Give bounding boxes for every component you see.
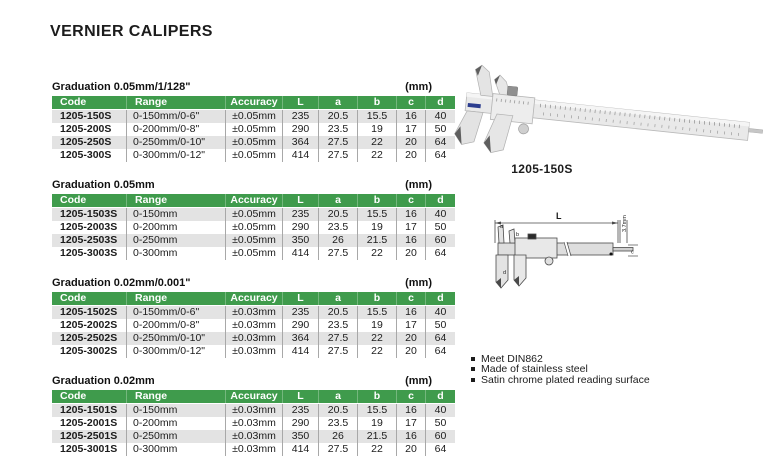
roller-outline — [545, 257, 553, 265]
depth-rod-outline — [613, 248, 633, 252]
value-cell: 0-200mm — [127, 417, 226, 430]
value-cell: 64 — [426, 247, 456, 260]
feature-item — [471, 375, 650, 385]
column-header: Range — [127, 96, 226, 110]
value-cell: 20 — [397, 136, 426, 149]
value-cell: 60 — [426, 234, 456, 247]
spec-table — [52, 292, 455, 358]
column-header: d — [426, 96, 456, 110]
dim-d-label: d — [503, 270, 507, 276]
value-cell: 414 — [283, 345, 319, 358]
graduation-title: Graduation 0.02mm — [52, 375, 155, 387]
graduation-title: Graduation 0.05mm/1/128" — [52, 81, 191, 93]
value-cell: 19 — [358, 123, 397, 136]
caliper-dimension-svg — [468, 200, 708, 325]
code-cell: 1205-3002S — [52, 345, 127, 358]
value-cell: 290 — [283, 123, 319, 136]
value-cell: 17 — [397, 221, 426, 234]
lock-screw-outline — [528, 234, 536, 239]
column-header: Code — [52, 292, 127, 306]
table-row — [52, 208, 455, 222]
value-cell: 0-150mm/0-6" — [127, 306, 226, 320]
value-cell: 0-200mm — [127, 221, 226, 234]
value-cell: 40 — [426, 306, 456, 320]
unit-label: (mm) — [405, 375, 432, 387]
value-cell: 16 — [397, 430, 426, 443]
value-cell: 23.5 — [319, 417, 358, 430]
value-cell: 20 — [397, 345, 426, 358]
l-dim-label: L — [556, 211, 562, 221]
value-cell: 17 — [397, 123, 426, 136]
value-cell: 20.5 — [319, 306, 358, 320]
code-cell: 1205-150S — [52, 110, 127, 124]
table-block — [52, 277, 447, 358]
value-cell: 0-300mm/0-12" — [127, 149, 226, 162]
value-cell: 40 — [426, 404, 456, 418]
value-cell: 16 — [397, 234, 426, 247]
value-cell: 0-250mm/0-10" — [127, 136, 226, 149]
value-cell: 290 — [283, 417, 319, 430]
header-row — [52, 96, 455, 110]
table-row — [52, 404, 455, 418]
value-cell: 19 — [358, 319, 397, 332]
graduation-title: Graduation 0.05mm — [52, 179, 155, 191]
value-cell: 60 — [426, 430, 456, 443]
column-header: L — [283, 96, 319, 110]
value-cell: ±0.03mm — [226, 443, 283, 456]
table-row — [52, 247, 455, 260]
spec-table — [52, 390, 455, 456]
value-cell: 64 — [426, 443, 456, 456]
value-cell: 26 — [319, 430, 358, 443]
page-title: VERNIER CALIPERS — [50, 23, 213, 40]
code-cell: 1205-2502S — [52, 332, 127, 345]
table-row — [52, 430, 455, 443]
value-cell: ±0.05mm — [226, 110, 283, 124]
value-cell: 22 — [358, 332, 397, 345]
value-cell: 235 — [283, 306, 319, 320]
table-row — [52, 332, 455, 345]
value-cell: 64 — [426, 345, 456, 358]
value-cell: 22 — [358, 149, 397, 162]
graduation-title: Graduation 0.02mm/0.001" — [52, 277, 191, 289]
value-cell: 20.5 — [319, 110, 358, 124]
value-cell: 27.5 — [319, 332, 358, 345]
table-title-row — [52, 277, 432, 290]
value-cell: ±0.05mm — [226, 247, 283, 260]
value-cell: ±0.03mm — [226, 319, 283, 332]
slider-lower-jaw — [483, 113, 513, 155]
value-cell: 27.5 — [319, 136, 358, 149]
table-row — [52, 443, 455, 456]
value-cell: 64 — [426, 332, 456, 345]
value-cell: 26 — [319, 234, 358, 247]
unit-label: (mm) — [405, 277, 432, 289]
code-cell: 1205-1502S — [52, 306, 127, 320]
column-header: a — [319, 194, 358, 208]
dimension-drawing — [468, 200, 708, 325]
code-cell: 1205-2002S — [52, 319, 127, 332]
header-row — [52, 194, 455, 208]
value-cell: 50 — [426, 123, 456, 136]
table-title-row — [52, 179, 432, 192]
code-cell: 1205-2003S — [52, 221, 127, 234]
value-cell: 15.5 — [358, 208, 397, 222]
value-cell: 40 — [426, 110, 456, 124]
value-cell: 20.5 — [319, 208, 358, 222]
feature-list — [471, 354, 650, 385]
code-cell: 1205-250S — [52, 136, 127, 149]
value-cell: ±0.03mm — [226, 345, 283, 358]
value-cell: 0-150mm/0-6" — [127, 110, 226, 124]
feature-text: Made of stainless steel — [481, 363, 588, 376]
value-cell: 22 — [358, 345, 397, 358]
value-cell: 20 — [397, 247, 426, 260]
value-cell: 16 — [397, 306, 426, 320]
value-cell: 0-250mm — [127, 430, 226, 443]
table-row — [52, 136, 455, 149]
value-cell: 50 — [426, 319, 456, 332]
value-cell: 290 — [283, 319, 319, 332]
value-cell: 27.5 — [319, 443, 358, 456]
code-cell: 1205-2503S — [52, 234, 127, 247]
column-header: b — [358, 292, 397, 306]
value-cell: 235 — [283, 208, 319, 222]
value-cell: 0-300mm — [127, 443, 226, 456]
spec-tables-section — [52, 81, 447, 473]
value-cell: 22 — [358, 136, 397, 149]
value-cell: 27.5 — [319, 247, 358, 260]
value-cell: 350 — [283, 234, 319, 247]
value-cell: 364 — [283, 332, 319, 345]
column-header: Range — [127, 390, 226, 404]
table-row — [52, 319, 455, 332]
value-cell: ±0.03mm — [226, 306, 283, 320]
value-cell: 19 — [358, 221, 397, 234]
depth-rod — [748, 128, 762, 133]
column-header: c — [397, 292, 426, 306]
value-cell: 21.5 — [358, 234, 397, 247]
value-cell: 21.5 — [358, 430, 397, 443]
unit-label: (mm) — [405, 81, 432, 93]
column-header: b — [358, 194, 397, 208]
beam-dot — [610, 253, 613, 256]
column-header: Range — [127, 194, 226, 208]
code-cell: 1205-200S — [52, 123, 127, 136]
value-cell: ±0.05mm — [226, 123, 283, 136]
value-cell: 16 — [397, 110, 426, 124]
fixed-lower-jaw — [454, 110, 483, 147]
column-header: L — [283, 194, 319, 208]
feature-text: Satin chrome plated reading surface — [481, 373, 650, 386]
value-cell: 290 — [283, 221, 319, 234]
value-cell: 50 — [426, 221, 456, 234]
value-cell: 16 — [397, 208, 426, 222]
code-cell: 1205-3003S — [52, 247, 127, 260]
value-cell: 27.5 — [319, 149, 358, 162]
table-row — [52, 123, 455, 136]
unit-label: (mm) — [405, 179, 432, 191]
column-header: L — [283, 390, 319, 404]
dim-b-label: b — [516, 232, 520, 238]
column-header: Accuracy — [226, 96, 283, 110]
column-header: b — [358, 390, 397, 404]
code-cell: 1205-300S — [52, 149, 127, 162]
arrow-right — [612, 222, 618, 225]
value-cell: 414 — [283, 247, 319, 260]
table-row — [52, 221, 455, 234]
value-cell: 20 — [397, 443, 426, 456]
code-cell: 1205-2501S — [52, 430, 127, 443]
table-row — [52, 149, 455, 162]
table-block — [52, 81, 447, 162]
bullet-icon — [471, 357, 475, 361]
column-header: Accuracy — [226, 194, 283, 208]
table-row — [52, 110, 455, 124]
value-cell: 0-150mm — [127, 404, 226, 418]
value-cell: 16 — [397, 404, 426, 418]
bullet-icon — [471, 367, 475, 371]
column-header: c — [397, 194, 426, 208]
value-cell: 0-250mm — [127, 234, 226, 247]
column-header: d — [426, 292, 456, 306]
column-header: b — [358, 96, 397, 110]
table-title-row — [52, 81, 432, 94]
bullet-icon — [471, 378, 475, 382]
value-cell: 15.5 — [358, 404, 397, 418]
value-cell: 17 — [397, 319, 426, 332]
value-cell: 23.5 — [319, 319, 358, 332]
value-cell: ±0.05mm — [226, 234, 283, 247]
value-cell: 23.5 — [319, 221, 358, 234]
column-header: Accuracy — [226, 390, 283, 404]
column-header: Range — [127, 292, 226, 306]
spec-table — [52, 96, 455, 162]
value-cell: 350 — [283, 430, 319, 443]
table-block — [52, 179, 447, 260]
value-cell: 17 — [397, 417, 426, 430]
upper-jaw-slider — [509, 229, 515, 243]
feature-text: Meet DIN862 — [481, 353, 543, 365]
value-cell: 20 — [397, 149, 426, 162]
value-cell: 20.5 — [319, 404, 358, 418]
spec-table — [52, 194, 455, 260]
value-cell: 414 — [283, 443, 319, 456]
lock-screw — [507, 86, 518, 96]
value-cell: 0-300mm/0-12" — [127, 345, 226, 358]
value-cell: 0-300mm — [127, 247, 226, 260]
value-cell: ±0.03mm — [226, 404, 283, 418]
value-cell: 414 — [283, 149, 319, 162]
column-header: c — [397, 96, 426, 110]
value-cell: 0-150mm — [127, 208, 226, 222]
code-cell: 1205-3001S — [52, 443, 127, 456]
column-header: d — [426, 390, 456, 404]
table-title-row — [52, 375, 432, 388]
value-cell: 0-200mm/0-8" — [127, 123, 226, 136]
column-header: Accuracy — [226, 292, 283, 306]
value-cell: 15.5 — [358, 110, 397, 124]
value-cell: 23.5 — [319, 123, 358, 136]
value-cell: ±0.03mm — [226, 332, 283, 345]
value-cell: 64 — [426, 149, 456, 162]
value-cell: 20 — [397, 332, 426, 345]
value-cell: 50 — [426, 417, 456, 430]
code-cell: 1205-1503S — [52, 208, 127, 222]
caliper-photo-illustration — [448, 56, 766, 166]
column-header: Code — [52, 390, 127, 404]
column-header: Code — [52, 194, 127, 208]
column-header: d — [426, 194, 456, 208]
value-cell: ±0.05mm — [226, 208, 283, 222]
value-cell: 364 — [283, 136, 319, 149]
value-cell: 235 — [283, 404, 319, 418]
value-cell: 22 — [358, 443, 397, 456]
table-row — [52, 306, 455, 320]
table-row — [52, 234, 455, 247]
header-row — [52, 390, 455, 404]
column-header: a — [319, 390, 358, 404]
table-block — [52, 375, 447, 456]
thumb-roller — [518, 123, 529, 134]
code-cell: 1205-2001S — [52, 417, 127, 430]
value-cell: 15.5 — [358, 306, 397, 320]
value-cell: 22 — [358, 247, 397, 260]
table-row — [52, 345, 455, 358]
value-cell: 64 — [426, 136, 456, 149]
value-cell: 40 — [426, 208, 456, 222]
column-header: a — [319, 96, 358, 110]
column-header: a — [319, 292, 358, 306]
photo-caption: 1205-150S — [511, 162, 573, 176]
table-row — [52, 417, 455, 430]
column-header: L — [283, 292, 319, 306]
dim-c-label: c — [631, 249, 634, 256]
value-cell: 27.5 — [319, 345, 358, 358]
value-cell: ±0.05mm — [226, 221, 283, 234]
value-cell: 235 — [283, 110, 319, 124]
value-cell: ±0.05mm — [226, 149, 283, 162]
column-header: c — [397, 390, 426, 404]
value-cell: 0-200mm/0-8" — [127, 319, 226, 332]
dim-a-label: a — [500, 224, 504, 230]
value-cell: ±0.03mm — [226, 417, 283, 430]
header-row — [52, 292, 455, 306]
value-cell: 0-250mm/0-10" — [127, 332, 226, 345]
offset-dim-label: 3.7mm — [622, 215, 628, 232]
value-cell: ±0.05mm — [226, 136, 283, 149]
value-cell: ±0.03mm — [226, 430, 283, 443]
value-cell: 19 — [358, 417, 397, 430]
column-header: Code — [52, 96, 127, 110]
code-cell: 1205-1501S — [52, 404, 127, 418]
product-photo — [448, 56, 766, 166]
